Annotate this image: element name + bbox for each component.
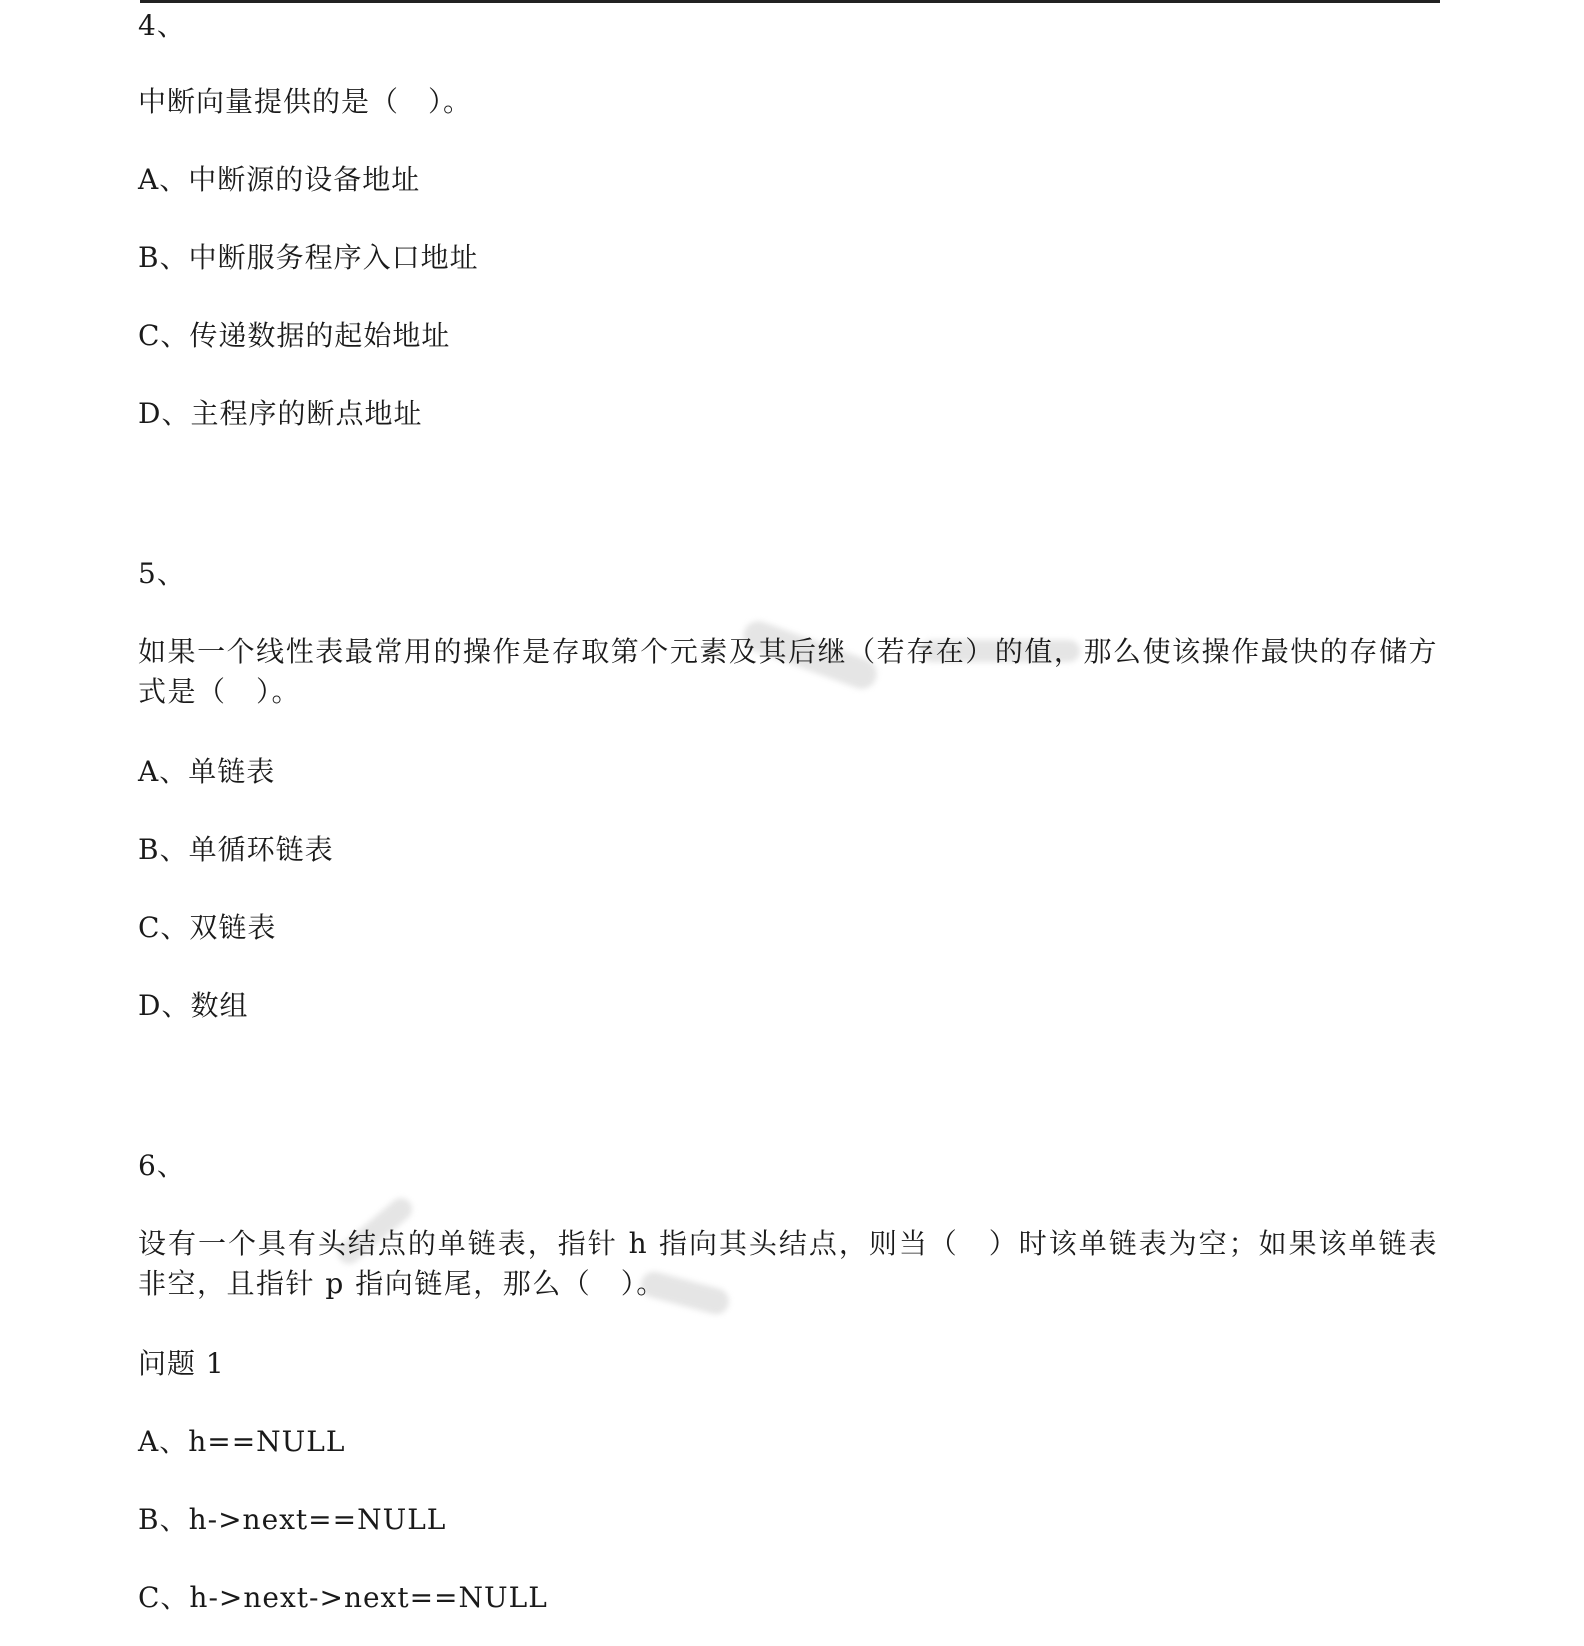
- question-number: 5、: [138, 557, 186, 590]
- option-a: A、h==NULL: [138, 1425, 346, 1458]
- subquestion-label: 问题 1: [138, 1347, 225, 1380]
- option-c: C、传递数据的起始地址: [138, 319, 451, 352]
- option-b: B、h->next==NULL: [138, 1503, 447, 1536]
- option-c: C、双链表: [138, 911, 277, 944]
- question-stem: 中断向量提供的是（ ）。: [138, 85, 473, 118]
- option-c: C、h->next->next==NULL: [138, 1581, 548, 1614]
- question-number: 6、: [138, 1149, 186, 1182]
- option-b: B、单循环链表: [138, 833, 334, 866]
- option-d: D、数组: [138, 989, 249, 1022]
- top-rule: [140, 0, 1440, 3]
- question-stem: 如果一个线性表最常用的操作是存取第个元素及其后继（若存在）的值，那么使该操作最快的存储方式是（ ）。: [138, 635, 1438, 708]
- option-b: B、中断服务程序入口地址: [138, 241, 479, 274]
- option-a: A、单链表: [138, 755, 276, 788]
- question-stem: 设有一个具有头结点的单链表，指针 h 指向其头结点，则当（ ）时该单链表为空；如果该单链表非空，且指针 p 指向链尾，那么（ ）。: [138, 1227, 1438, 1300]
- option-a: A、中断源的设备地址: [138, 163, 421, 196]
- option-d: D、主程序的断点地址: [138, 397, 423, 430]
- question-number: 4、: [138, 9, 186, 42]
